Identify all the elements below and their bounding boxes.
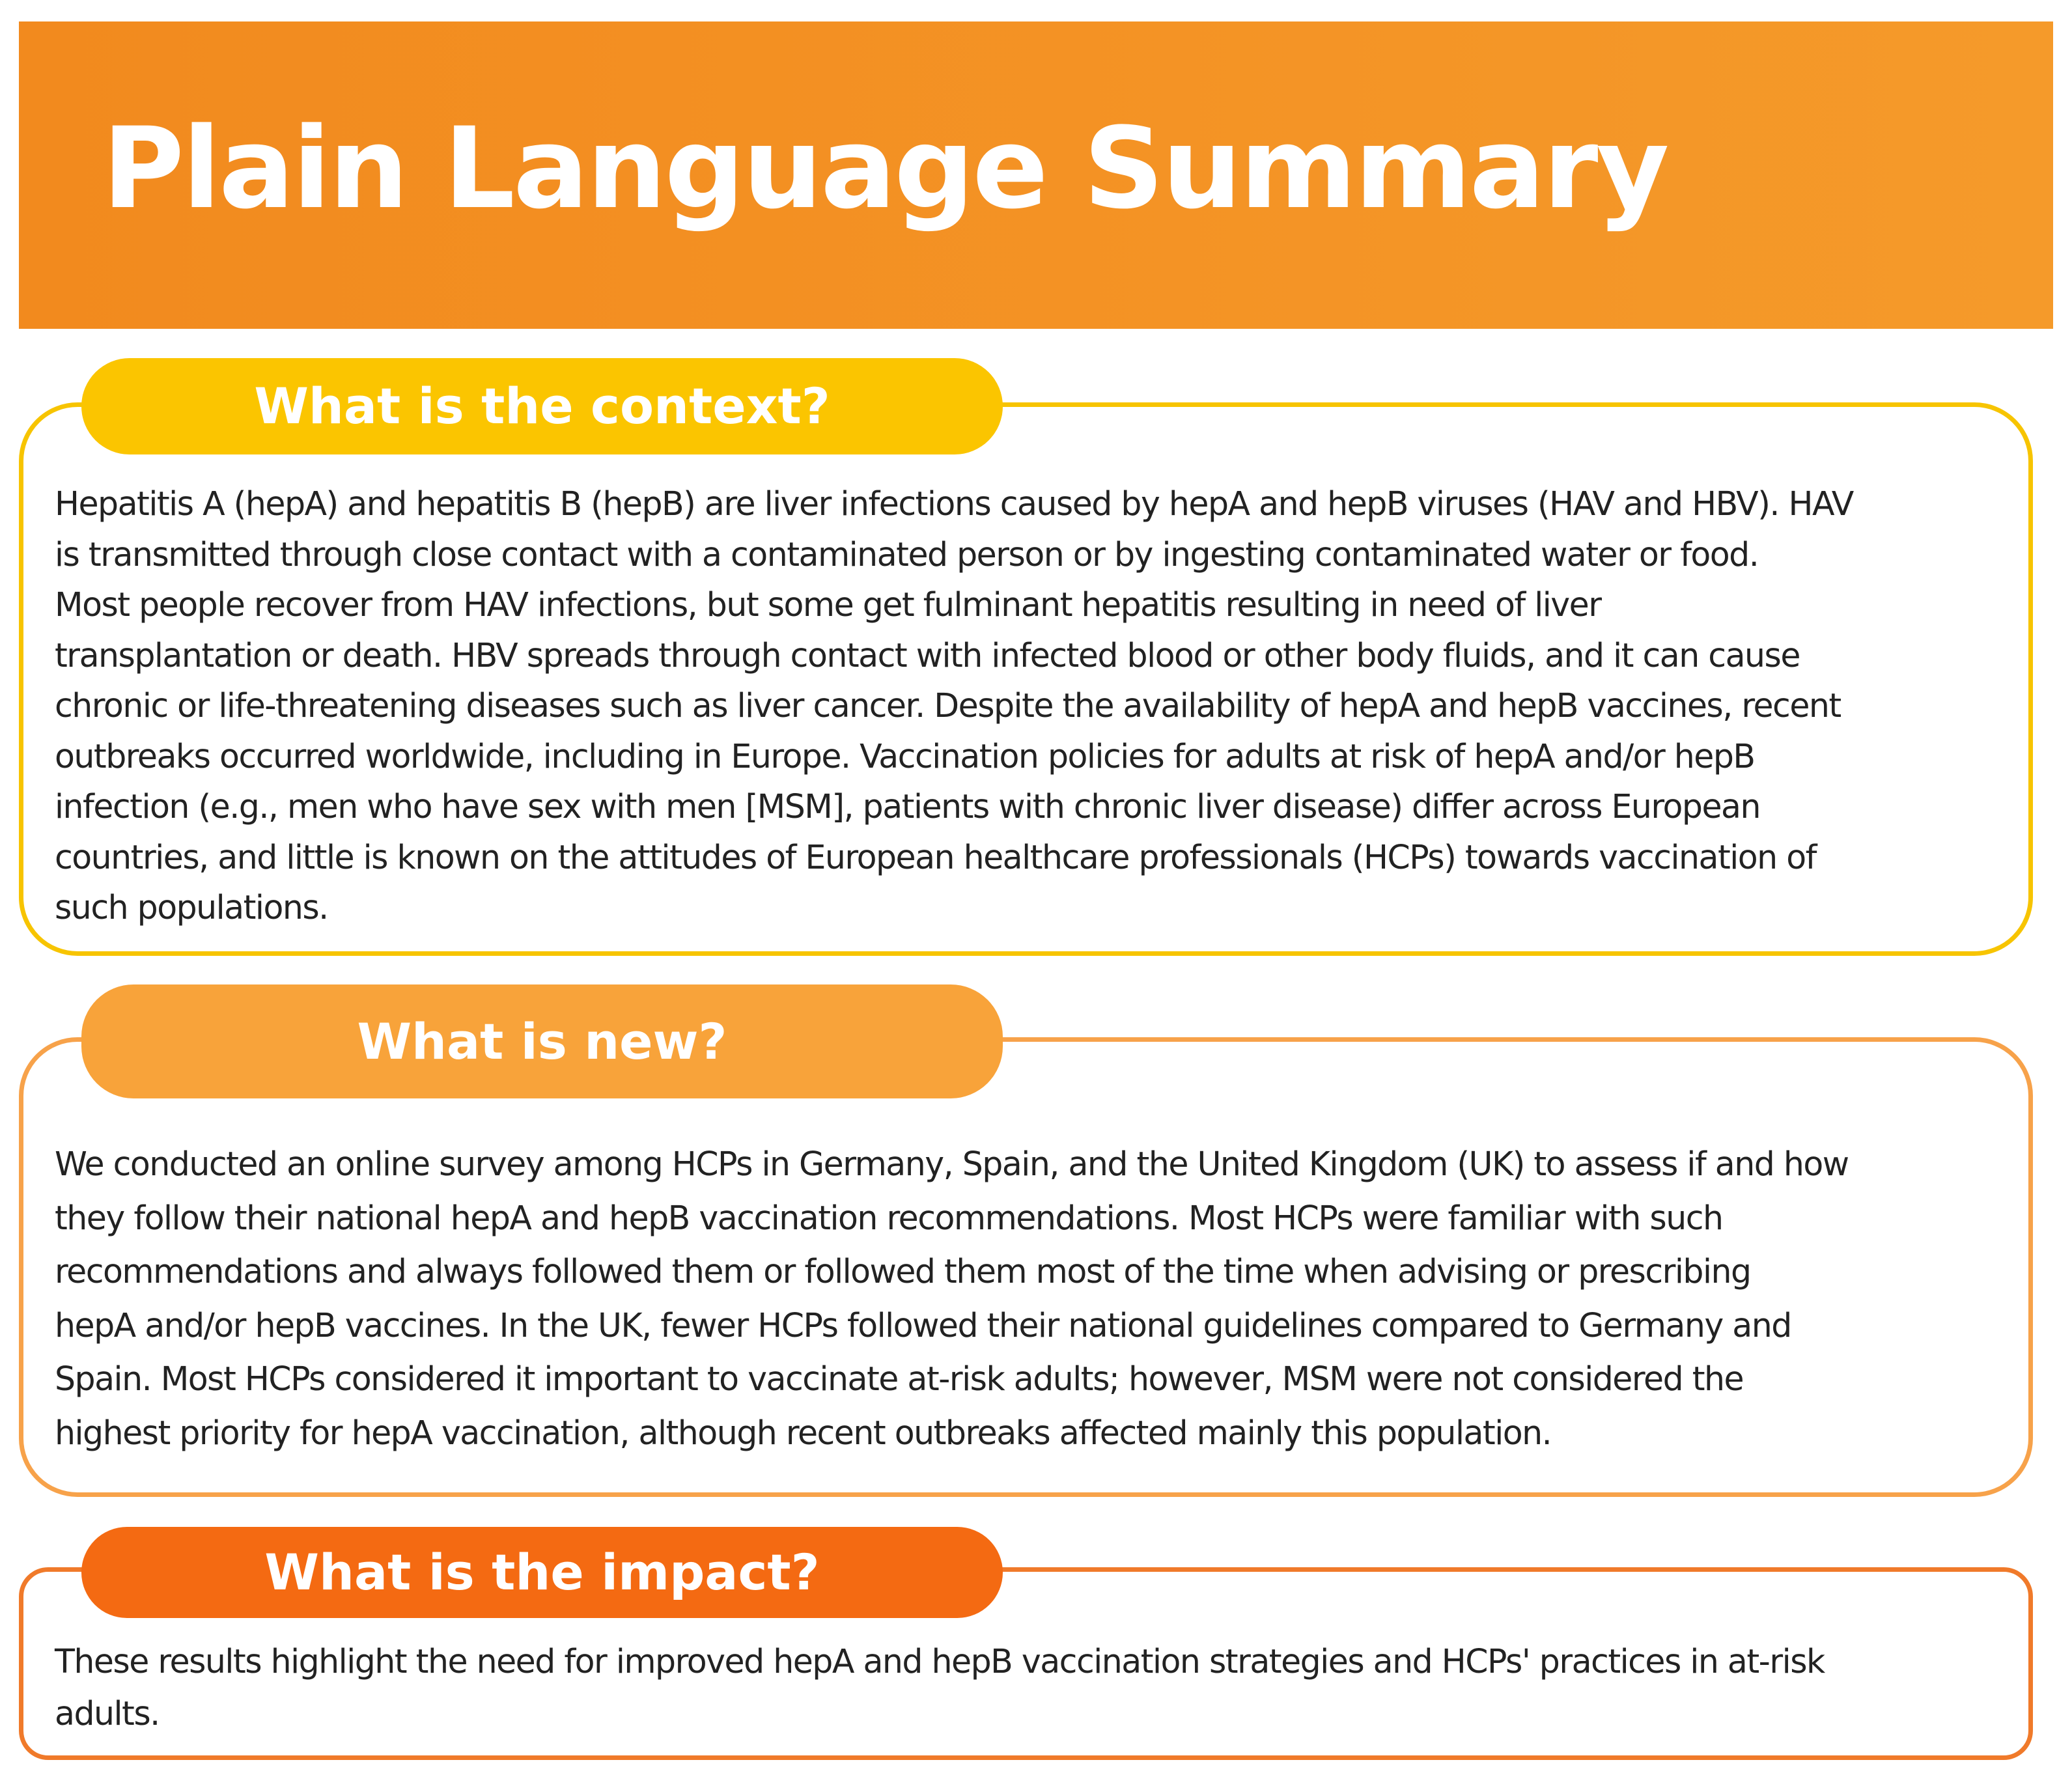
new-line: hepA and/or hepB vaccines. In the UK, fewer HCPs followed their national guidelines compared to Germany and bbox=[55, 1305, 1791, 1345]
summary-banner bbox=[19, 21, 2053, 329]
page-title: Plain Language Summary bbox=[102, 103, 1668, 234]
context-line: infection (e.g., men who have sex with men [MSM], patients with chronic liver disease) differ across European bbox=[55, 787, 1760, 826]
context-line: transplantation or death. HBV spreads through contact with infected blood or other body fluids, and it can cause bbox=[55, 635, 1800, 675]
context-text bbox=[55, 479, 2015, 933]
new-line: they follow their national hepA and hepB vaccination recommendations. Most HCPs were familiar with such bbox=[55, 1198, 1723, 1237]
context-line: is transmitted through close contact with a contaminated person or by ingesting contaminated water or food. bbox=[55, 535, 1759, 574]
new-line: We conducted an online survey among HCPs in Germany, Spain, and the United Kingdom (UK) to assess if and how bbox=[55, 1145, 1849, 1183]
context-line: Hepatitis A (hepA) and hepatitis B (hepB) are liver infections caused by hepA and hepB viruses (HAV and HBV). HAV bbox=[55, 484, 1853, 523]
context-line: chronic or life-threatening diseases such as liver cancer. Despite the availability of hepA and hepB vaccines, recent bbox=[55, 686, 1841, 725]
new-line: Spain. Most HCPs considered it important to vaccinate at-risk adults; however, MSM were not considered the bbox=[55, 1360, 1744, 1398]
context-line: countries, and little is known on the attitudes of European healthcare professionals (HCPs) towards vaccination of bbox=[55, 837, 1816, 876]
new-line: recommendations and always followed them or followed them most of the time when advising or prescribing bbox=[55, 1252, 1751, 1291]
impact-line: adults. bbox=[55, 1694, 160, 1733]
new-line: highest priority for hepA vaccination, although recent outbreaks affected mainly this population. bbox=[55, 1413, 1552, 1452]
context-line: Most people recover from HAV infections, but some get fulminant hepatitis resulting in need of liver bbox=[55, 585, 1601, 624]
context-line: outbreaks occurred worldwide, including in Europe. Vaccination policies for adults at risk of hepA and/or hepB bbox=[55, 736, 1755, 775]
context-heading: What is the context? bbox=[81, 358, 1003, 454]
impact-text bbox=[55, 1636, 2015, 1740]
new-heading: What is new? bbox=[81, 984, 1003, 1098]
impact-heading: What is the impact? bbox=[81, 1527, 1003, 1618]
impact-line: These results highlight the need for improved hepA and hepB vaccination strategies and HCPs' practices in at-risk bbox=[55, 1642, 1825, 1681]
new-text bbox=[55, 1138, 2015, 1460]
context-line: such populations. bbox=[55, 888, 328, 927]
